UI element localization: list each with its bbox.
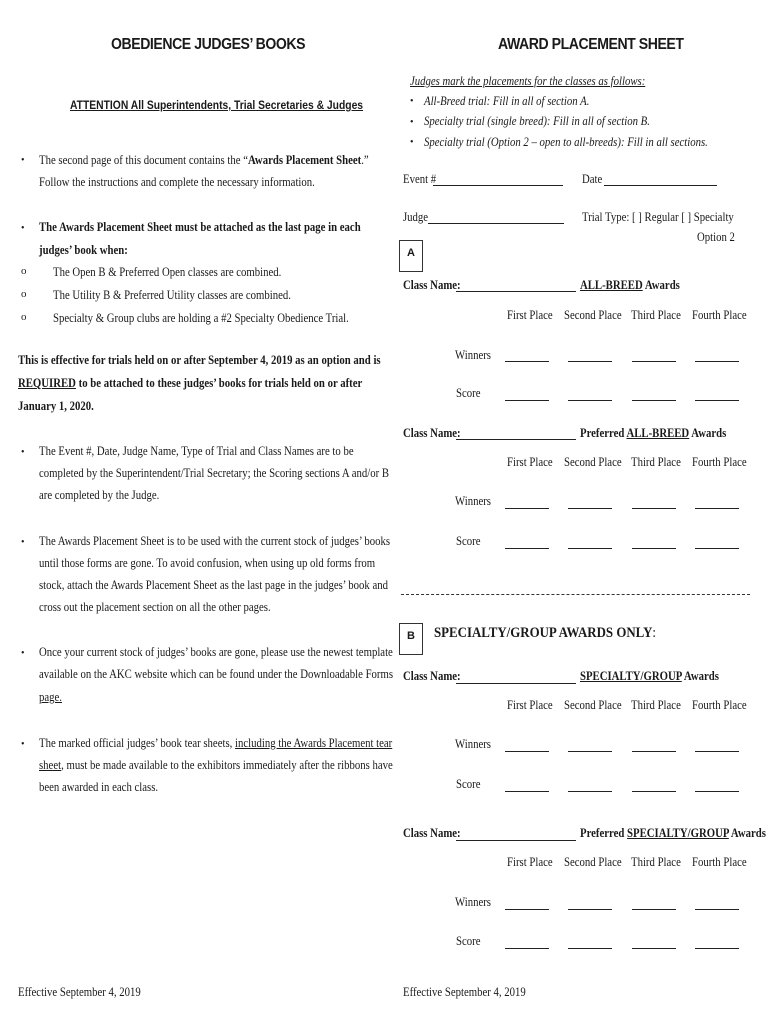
score-input[interactable] [632,948,676,949]
sub-marker: o [21,265,27,277]
place-header: First Place [507,698,553,712]
bullet2-line1: The Awards Placement Sheet must be attached as the last page in each [39,220,361,234]
winners-label: Winners [455,348,491,362]
sub-marker: o [21,288,27,300]
class-name-input[interactable] [456,291,576,292]
bullet5-line2: available on the AKC website which can be found under the Downloadable Forms [39,667,394,681]
bullet4-line3: stock, attach the Awards Placement Sheet as the last page in the judges’ book and [39,578,388,592]
score-input[interactable] [695,400,739,401]
section-b-heading: SPECIALTY/GROUP AWARDS ONLY: [434,625,657,641]
winner-input[interactable] [695,909,739,910]
bullet2-sub-2: The Utility B & Preferred Utility classes are combined. [53,288,291,302]
right-footer: Effective September 4, 2019 [403,985,526,999]
judge-input[interactable] [428,223,564,224]
bullet3-line3: are completed by the Judge. [39,488,160,502]
right-page-title: AWARD PLACEMENT SHEET [498,36,684,53]
score-input[interactable] [505,400,549,401]
bullet-marker: • [21,223,25,234]
winner-input[interactable] [568,751,612,752]
winner-input[interactable] [632,361,676,362]
bullet-marker: • [21,648,25,659]
class-name-label: Class Name: [403,278,461,292]
score-label: Score [456,534,481,548]
winners-label: Winners [455,494,491,508]
winner-input[interactable] [695,508,739,509]
left-footer: Effective September 4, 2019 [18,985,141,999]
sub-marker: o [21,311,27,323]
winners-label: Winners [455,895,491,909]
bullet3-line2: completed by the Superintendent/Trial Secretary; the Scoring sections A and/or B [39,466,390,480]
award-title-1: ALL-BREED Awards [580,278,680,292]
trial-type-option2: Option 2 [697,230,735,244]
score-label: Score [456,386,481,400]
winner-input[interactable] [505,361,549,362]
bullet5-line1: Once your current stock of judges’ books are gone, please use the newest template [39,645,393,659]
winner-input[interactable] [695,751,739,752]
attention-line: ATTENTION All Superintendents, Trial Secretaries & Judges [70,98,364,112]
place-header: Third Place [631,698,681,712]
section-a-marker: A [399,240,423,272]
section-divider [401,594,750,595]
judge-label: Judge [403,210,429,224]
winner-input[interactable] [568,909,612,910]
winner-input[interactable] [505,909,549,910]
score-input[interactable] [632,548,676,549]
bullet1-line2: Follow the instructions and complete the necessary information. [39,175,315,189]
event-input[interactable] [433,185,563,186]
place-header: First Place [507,455,553,469]
bullet-marker: • [410,137,414,148]
score-input[interactable] [568,548,612,549]
place-header: Third Place [631,455,681,469]
section-b-marker: B [399,623,423,655]
bullet6-line2: sheet, must be made available to the exhibitors immediately after the ribbons have [39,758,393,772]
score-input[interactable] [695,548,739,549]
bullet-marker: • [410,117,414,128]
score-input[interactable] [568,948,612,949]
score-input[interactable] [505,548,549,549]
award-title-2: Preferred ALL-BREED Awards [580,426,727,440]
bullet2-sub-1: The Open B & Preferred Open classes are combined. [53,265,282,279]
class-name-label: Class Name: [403,669,461,683]
instruction-2: Specialty trial (single breed): Fill in all of section B. [424,114,650,128]
instruction-3: Specialty trial (Option 2 – open to all-breeds): Fill in all sections. [424,135,708,149]
award-title-4: Preferred SPECIALTY/GROUP Awards [580,826,766,840]
bullet-marker: • [21,739,25,750]
bullet-marker: • [410,96,414,107]
winner-input[interactable] [505,508,549,509]
bullet4-line4: cross out the placement section on all the other pages. [39,600,271,614]
bullet5-line3: page. [39,690,62,704]
score-input[interactable] [505,791,549,792]
winner-input[interactable] [505,751,549,752]
event-label: Event # [403,172,437,186]
place-header: Second Place [564,855,622,869]
winner-input[interactable] [632,751,676,752]
instructions-heading: Judges mark the placements for the classes as follows: [410,74,646,88]
place-header: First Place [507,308,553,322]
place-header: Second Place [564,455,622,469]
score-input[interactable] [632,400,676,401]
class-name-input[interactable] [456,840,576,841]
score-label: Score [456,934,481,948]
bullet6-line3: been awarded in each class. [39,780,159,794]
score-input[interactable] [505,948,549,949]
winner-input[interactable] [632,909,676,910]
award-title-3: SPECIALTY/GROUP Awards [580,669,719,683]
date-input[interactable] [604,185,717,186]
effective-note-line1: This is effective for trials held on or after September 4, 2019 as an option and is [18,353,381,367]
effective-note-line3: January 1, 2020. [18,399,94,413]
winner-input[interactable] [632,508,676,509]
place-header: First Place [507,855,553,869]
bullet-marker: • [21,447,25,458]
place-header: Fourth Place [692,455,747,469]
winner-input[interactable] [568,361,612,362]
class-name-input[interactable] [456,439,576,440]
instruction-1: All-Breed trial: Fill in all of section A. [424,94,590,108]
left-page-title: OBEDIENCE JUDGES’ BOOKS [111,36,306,53]
score-input[interactable] [695,948,739,949]
score-label: Score [456,777,481,791]
winner-input[interactable] [568,508,612,509]
place-header: Fourth Place [692,308,747,322]
score-input[interactable] [568,791,612,792]
bullet1-line1: The second page of this document contains the “Awards Placement Sheet.” [39,153,369,167]
score-input[interactable] [568,400,612,401]
class-name-input[interactable] [456,683,576,684]
score-input[interactable] [695,791,739,792]
score-input[interactable] [632,791,676,792]
place-header: Fourth Place [692,698,747,712]
place-header: Third Place [631,308,681,322]
bullet2-line2: judges’ book when: [39,243,128,257]
bullet-marker: • [21,537,25,548]
bullet3-line1: The Event #, Date, Judge Name, Type of Trial and Class Names are to be [39,444,354,458]
winners-label: Winners [455,737,491,751]
date-label: Date [582,172,603,186]
bullet2-sub-3: Specialty & Group clubs are holding a #2 Specialty Obedience Trial. [53,311,349,325]
class-name-label: Class Name: [403,426,461,440]
winner-input[interactable] [695,361,739,362]
bullet-marker: • [21,155,25,166]
place-header: Second Place [564,698,622,712]
bullet4-line1: The Awards Placement Sheet is to be used with the current stock of judges’ books [39,534,391,548]
class-name-label: Class Name: [403,826,461,840]
effective-note-line2: REQUIRED to be attached to these judges’ books for trials held on or after [18,376,363,390]
place-header: Fourth Place [692,855,747,869]
place-header: Third Place [631,855,681,869]
bullet4-line2: until those forms are gone. To avoid confusion, when using up old forms from [39,556,376,570]
trial-type-label[interactable]: Trial Type: [ ] Regular [ ] Specialty [582,210,734,224]
bullet6-line1: The marked official judges’ book tear sheets, including the Awards Placement tear [39,736,393,750]
place-header: Second Place [564,308,622,322]
